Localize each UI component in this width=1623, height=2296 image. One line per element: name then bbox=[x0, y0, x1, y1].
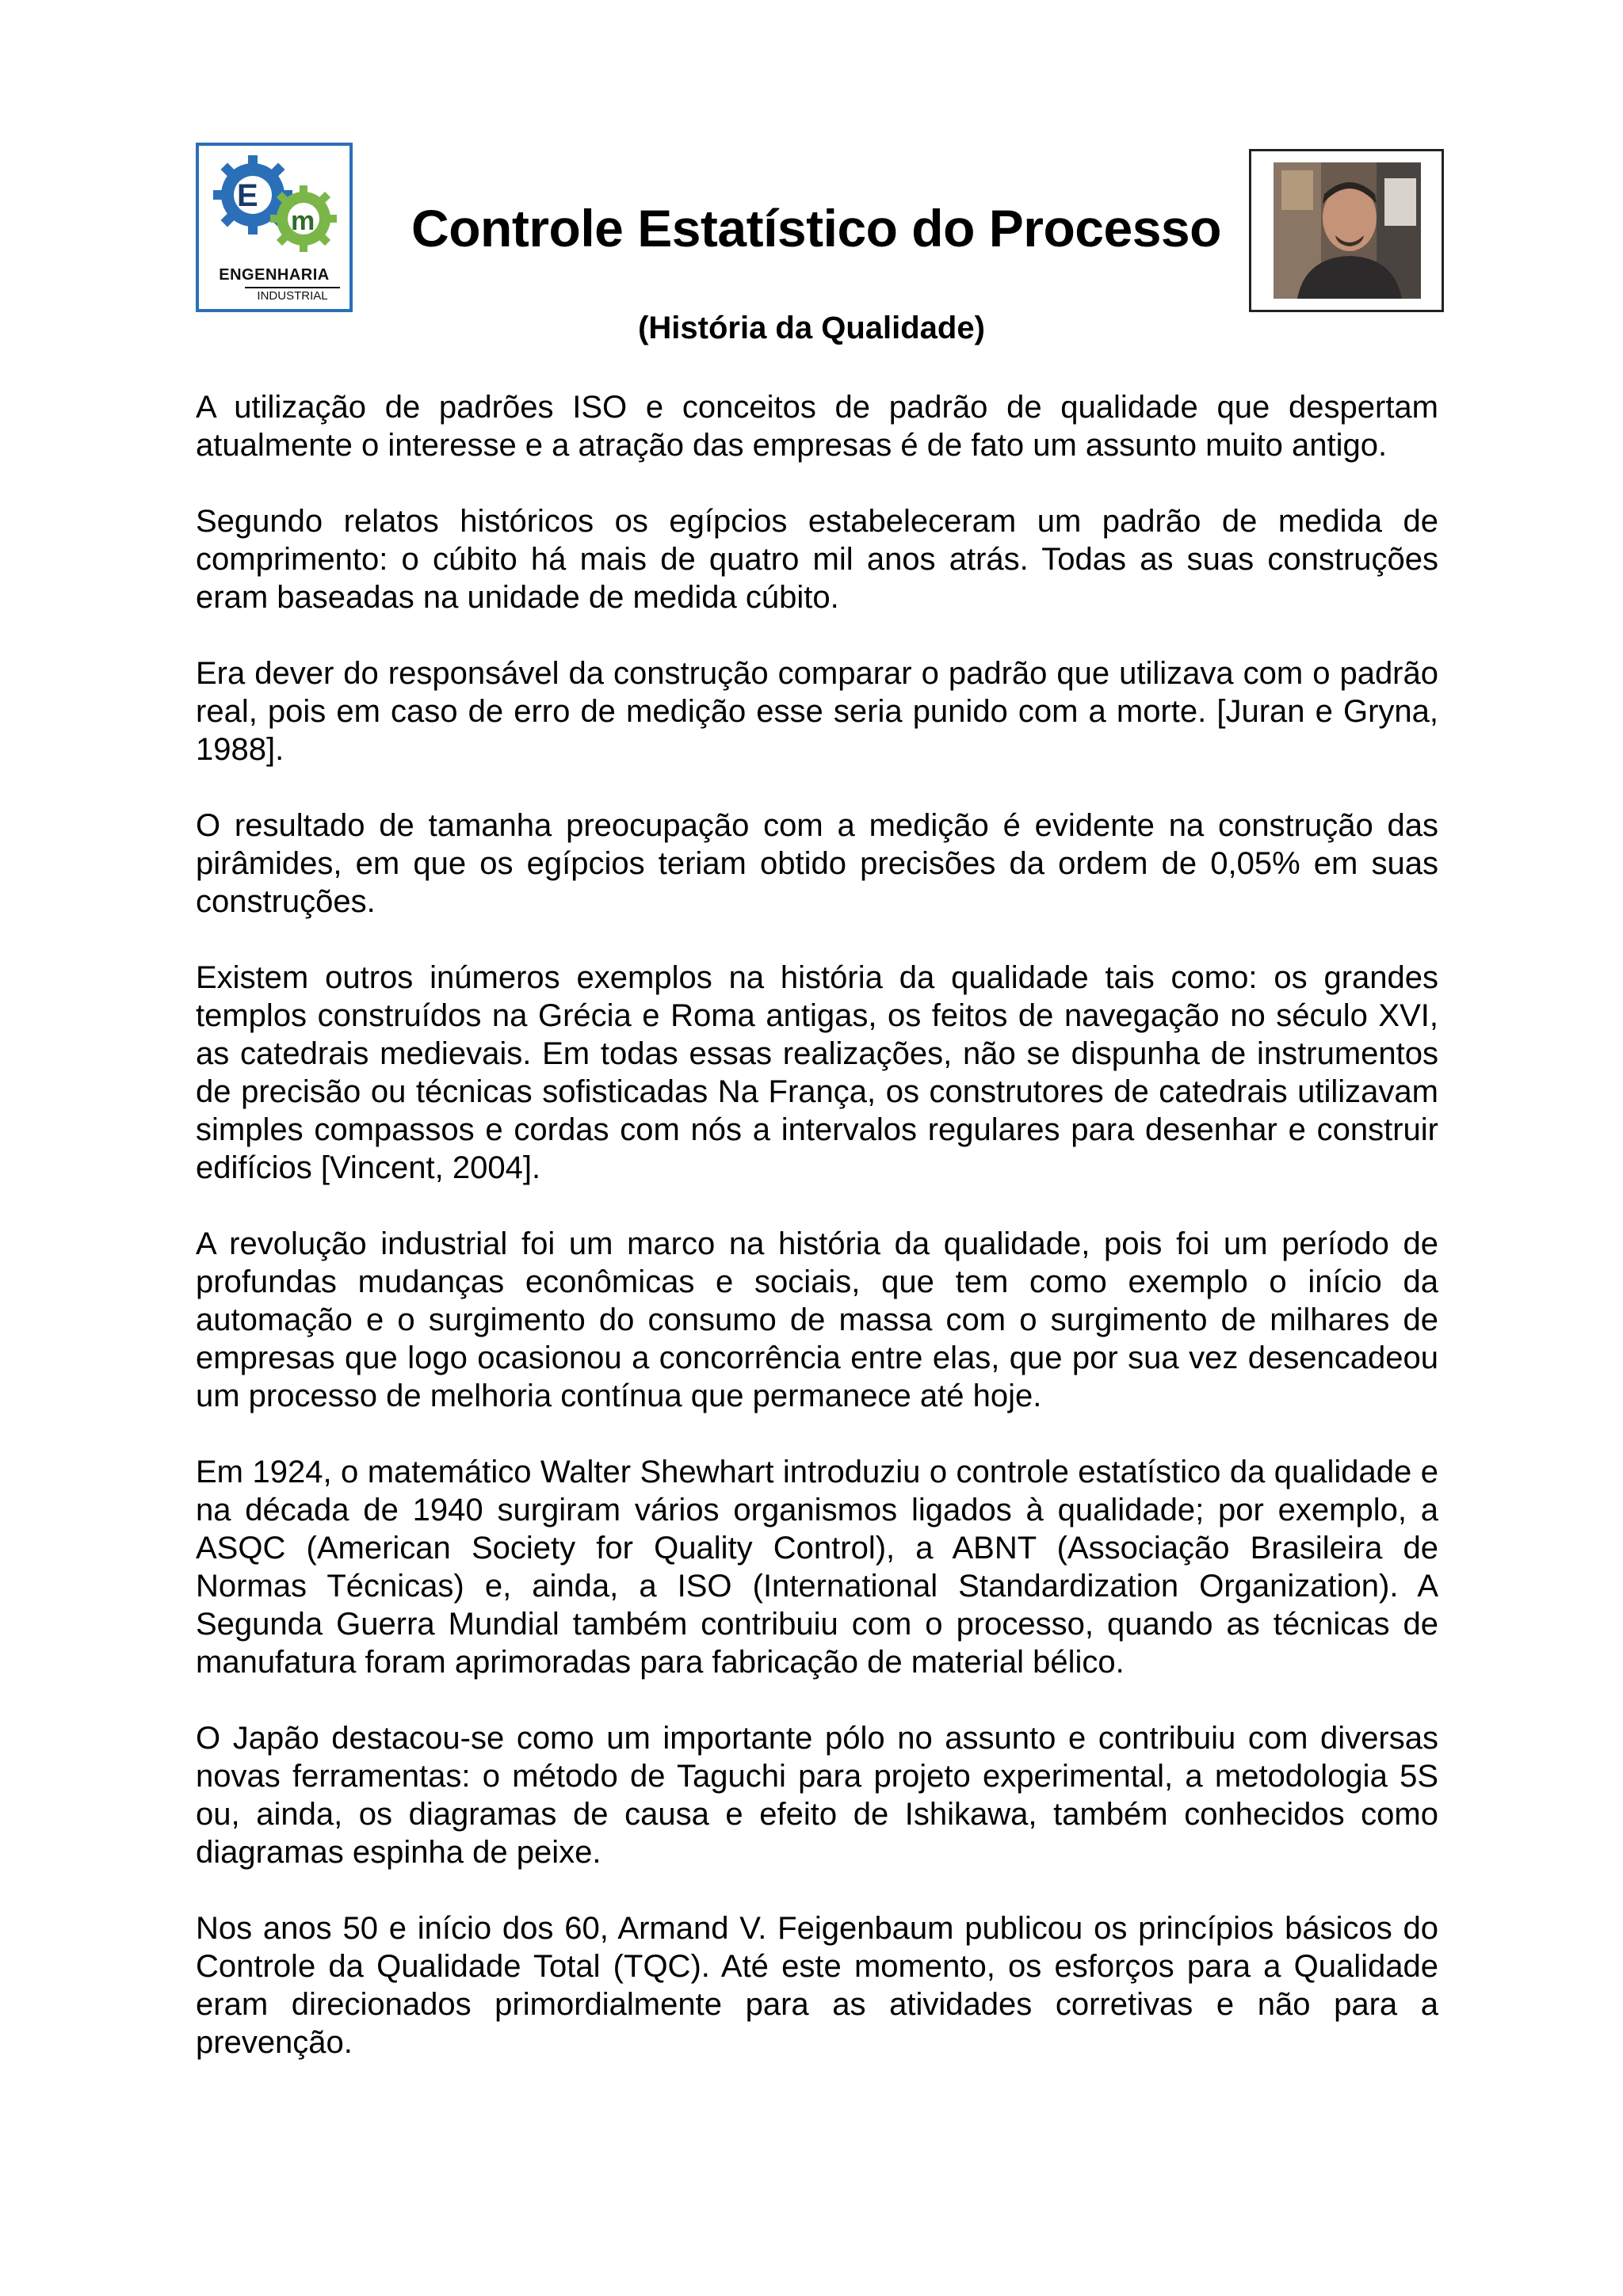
paragraph: A utilização de padrões ISO e conceitos de padrão de qualidade que despertam atualmente o interesse e a atração das empresas é de fato um assunto muito antigo. bbox=[196, 390, 1438, 463]
logo-text-industrial: INDUSTRIAL bbox=[245, 287, 340, 303]
logo-text-engenharia: ENGENHARIA bbox=[219, 266, 330, 284]
page-title: Controle Estatístico do Processo bbox=[411, 199, 1221, 257]
paragraph: Nos anos 50 e início dos 60, Armand V. Feigenbaum publicou os princípios básicos do Controle da Qualidade Total (TQC). Até este momento, os esforços para a Qualidade eram direcionados primordialmente para as atividades corretivas e não para a prevenção. bbox=[196, 1911, 1438, 2060]
svg-text:E: E bbox=[237, 178, 258, 213]
paragraph: O Japão destacou-se como um importante pólo no assunto e contribuiu com diversas novas ferramentas: o método de Taguchi para projeto experimental, a metodologia 5S ou, ainda, os diagramas de causa e efeito de Ishikawa, também conhecidos como diagramas espinha de peixe. bbox=[196, 1721, 1438, 1870]
document-body bbox=[196, 388, 1438, 2100]
paragraph: Segundo relatos históricos os egípcios estabeleceram um padrão de medida de comprimento: o cúbito há mais de quatro mil anos atrás. Todas as suas construções eram baseadas na unidade de medida cúbito. bbox=[196, 504, 1438, 615]
svg-text:m: m bbox=[291, 206, 315, 236]
gear-logo-icon bbox=[199, 146, 349, 265]
paragraph: Em 1924, o matemático Walter Shewhart introduziu o controle estatístico da qualidade e na década de 1940 surgiram vários organismos ligados à qualidade; por exemplo, a ASQC (American Society for Quality Control), a ABNT (Associação Brasileira de Normas Técnicas) e, ainda, a ISO (International Standardization Organization). A Segunda Guerra Mundial também contribuiu com o processo, quando as técnicas de manufatura foram aprimoradas para fabricação de material bélico. bbox=[196, 1455, 1438, 1680]
paragraph: A revolução industrial foi um marco na história da qualidade, pois foi um período de profundas mudanças econômicas e sociais, que tem como exemplo o início da automação e o surgimento do consumo de massa com o surgimento de milhares de empresas que logo ocasionou a concorrência entre elas, que por sua vez desencadeou um processo de melhoria contínua que permanece até hoje. bbox=[196, 1226, 1438, 1413]
paragraph: Existem outros inúmeros exemplos na história da qualidade tais como: os grandes templos construídos na Grécia e Roma antigas, os feitos de navegação no século XVI, as catedrais medievais. Em todas essas realizações, não se dispunha de instrumentos de precisão ou técnicas sofisticadas Na França, os construtores de catedrais utilizavam simples compassos e cordas com nós a intervalos regulares para desenhar e construir edifícios [Vincent, 2004]. bbox=[196, 960, 1438, 1185]
author-photo-icon bbox=[1274, 162, 1421, 299]
engenharia-industrial-logo bbox=[196, 143, 353, 312]
page-subtitle: (História da Qualidade) bbox=[638, 311, 985, 345]
paragraph: O resultado de tamanha preocupação com a medição é evidente na construção das pirâmides, em que os egípcios teriam obtido precisões da ordem de 0,05% em suas construções. bbox=[196, 808, 1438, 919]
paragraph: Era dever do responsável da construção comparar o padrão que utilizava com o padrão real, pois em caso de erro de medição esse seria punido com a morte. [Juran e Gryna, 1988]. bbox=[196, 656, 1438, 767]
author-photo bbox=[1249, 149, 1444, 312]
